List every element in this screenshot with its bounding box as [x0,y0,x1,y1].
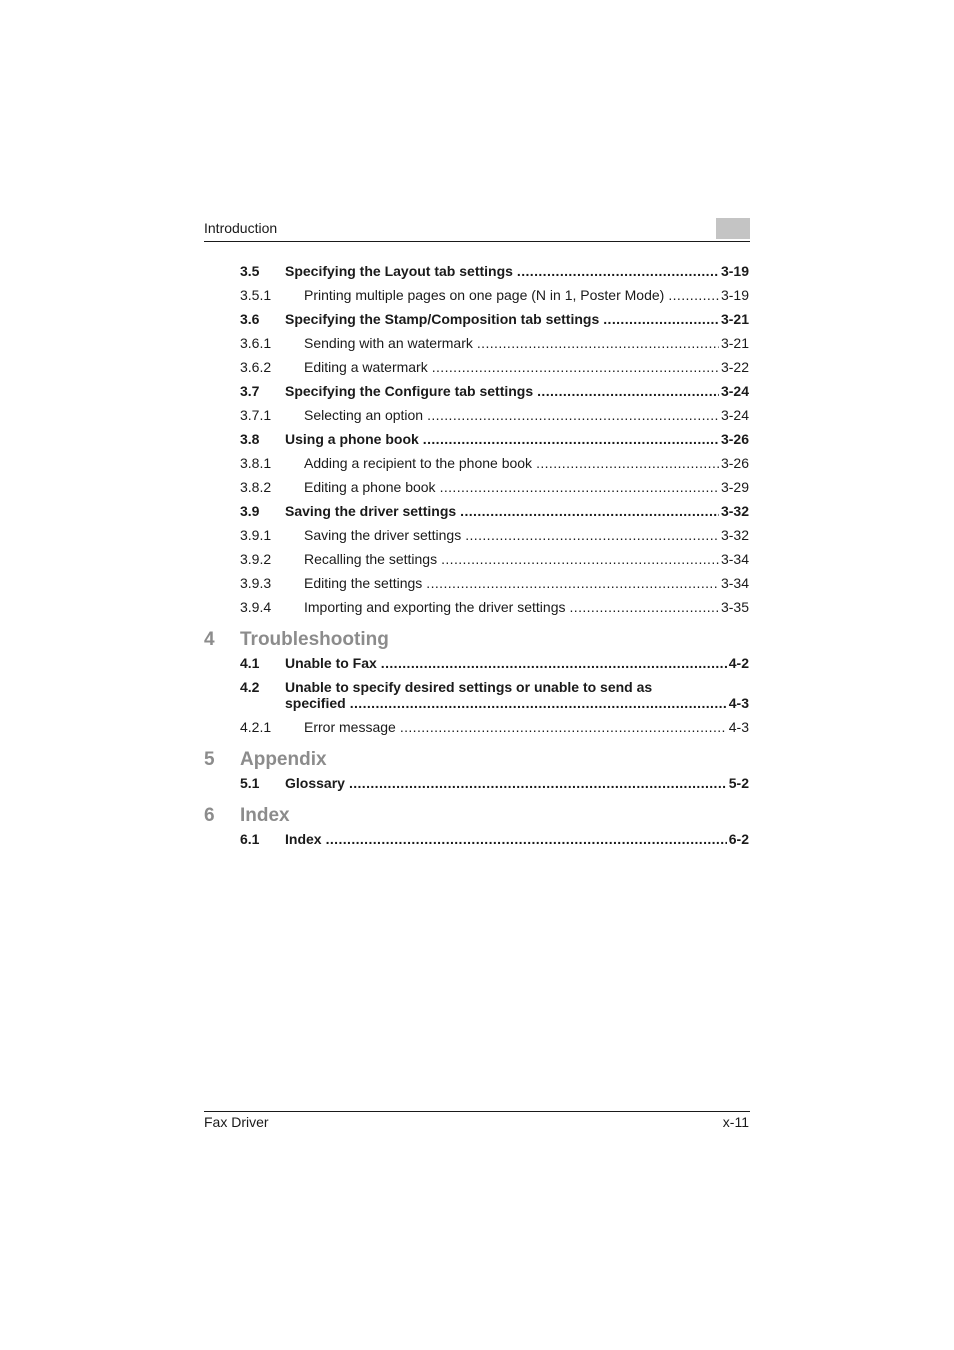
toc-entry-title: specified [285,695,346,711]
toc-page-number: 3-35 [720,599,749,615]
toc-entry-number: 3.9.1 [240,527,272,543]
chapter-heading [204,805,749,827]
toc-page-number: 6-2 [728,831,749,847]
toc-page-number: 4-3 [728,695,749,711]
toc-entry[interactable] [240,383,749,399]
dot-leader [432,359,719,375]
toc-page-number: 3-19 [720,263,749,279]
footer-rule [204,1111,750,1112]
toc-entry-number: 3.5 [240,263,260,279]
toc-entry-title: Selecting an option [304,407,424,423]
dot-leader [477,335,719,351]
running-header-title: Introduction [204,220,278,236]
toc-page-number: 3-21 [720,311,749,327]
toc-entry-title: Editing a phone book [304,479,436,495]
toc-page-number: 3-29 [720,479,749,495]
toc-page-number: 5-2 [728,775,749,791]
toc-entry-title: Unable to Fax [285,655,377,671]
toc-entry-number: 3.9.4 [240,599,272,615]
dot-leader [326,831,727,847]
toc-entry[interactable] [240,527,749,543]
toc-entry-title: Index [285,831,322,847]
toc-entry[interactable] [240,775,749,791]
toc-entry[interactable] [240,287,749,303]
toc-entry-title: Specifying the Stamp/Composition tab settings [285,311,600,327]
toc-entry-number: 3.5.1 [240,287,272,303]
toc-entry[interactable] [240,599,749,615]
dot-leader [427,407,719,423]
toc-entry-title: Printing multiple pages on one page (N in 1, Poster Mode) [304,287,665,303]
toc-entry-title: Specifying the Layout tab settings [285,263,513,279]
dot-leader [423,431,719,447]
toc-page-number: 3-24 [720,383,749,399]
chapter-title: Appendix [240,749,327,770]
toc-page-number: 3-32 [720,503,749,519]
dot-leader [603,311,719,327]
toc-entry[interactable] [240,551,749,567]
toc-entry[interactable] [240,831,749,847]
toc-entry-number: 3.7 [240,383,260,399]
toc-entry-number: 3.8 [240,431,260,447]
toc-page-number: 4-2 [728,655,749,671]
toc-entry-title: Unable to specify desired settings or unable to send as [285,679,653,695]
toc-entry[interactable] [240,503,749,519]
toc-entry-number: 3.6.1 [240,335,272,351]
toc-entry-number: 3.8.1 [240,455,272,471]
toc-entry[interactable] [240,311,749,327]
dot-leader [536,455,719,471]
toc-entry-title: Glossary [285,775,345,791]
toc-page-number: 3-34 [720,551,749,567]
toc-entry-number: 4.2.1 [240,719,272,735]
toc-entry[interactable] [240,455,749,471]
toc-page-number: 3-34 [720,575,749,591]
chapter-title: Troubleshooting [240,629,389,650]
dot-leader [465,527,719,543]
header-rule [204,241,750,242]
toc-entry-title: Error message [304,719,396,735]
toc-entry-number: 3.7.1 [240,407,272,423]
dot-leader [349,775,727,791]
toc-page-number: 3-26 [720,431,749,447]
toc-entry-title: Saving the driver settings [304,527,462,543]
toc-page-number: 3-21 [720,335,749,351]
toc-entry-number: 3.8.2 [240,479,272,495]
toc-entry-title: Editing the settings [304,575,423,591]
toc-page-number: 3-22 [720,359,749,375]
dot-leader [517,263,719,279]
toc-entry-number: 4.2 [240,679,260,695]
chapter-number: 5 [204,749,215,770]
toc-entry-title: Sending with an watermark [304,335,473,351]
toc-entry-number: 6.1 [240,831,260,847]
dot-leader [460,503,719,519]
chapter-heading [204,629,749,651]
toc-entry-number: 5.1 [240,775,260,791]
toc-entry[interactable] [240,719,749,735]
table-of-contents [204,263,749,855]
toc-entry[interactable] [240,335,749,351]
toc-entry[interactable] [240,431,749,447]
dot-leader [440,479,719,495]
toc-page-number: 3-32 [720,527,749,543]
toc-entry-number: 3.9.2 [240,551,272,567]
chapter-number: 4 [204,629,215,650]
toc-entry[interactable] [240,575,749,591]
chapter-title: Index [240,805,290,826]
chapter-heading [204,749,749,771]
dot-leader [537,383,719,399]
toc-entry-number: 4.1 [240,655,260,671]
toc-entry[interactable] [240,407,749,423]
toc-entry[interactable] [240,655,749,671]
footer-page-number: x-11 [722,1114,749,1130]
dot-leader [381,655,727,671]
toc-entry[interactable] [240,359,749,375]
toc-entry-title: Using a phone book [285,431,419,447]
toc-entry[interactable] [240,679,749,711]
dot-leader [668,287,719,303]
toc-entry-number: 3.6.2 [240,359,272,375]
toc-entry-number: 3.9.3 [240,575,272,591]
dot-leader [400,719,727,735]
toc-entry-title: Adding a recipient to the phone book [304,455,533,471]
toc-page-number: 3-24 [720,407,749,423]
toc-entry-number: 3.6 [240,311,260,327]
footer-document-title: Fax Driver [204,1114,269,1130]
toc-entry-title: Specifying the Configure tab settings [285,383,534,399]
toc-entry-title: Saving the driver settings [285,503,457,519]
header-tab-marker [716,218,750,239]
dot-leader [350,695,727,711]
dot-leader [426,575,719,591]
toc-page-number: 4-3 [728,719,749,735]
toc-entry-title: Editing a watermark [304,359,428,375]
dot-leader [569,599,718,615]
toc-page-number: 3-19 [720,287,749,303]
toc-entry-title: Recalling the settings [304,551,438,567]
toc-entry[interactable] [240,479,749,495]
dot-leader [441,551,719,567]
toc-page-number: 3-26 [720,455,749,471]
toc-entry-number: 3.9 [240,503,260,519]
chapter-number: 6 [204,805,215,826]
toc-entry-title: Importing and exporting the driver settings [304,599,566,615]
toc-entry[interactable] [240,263,749,279]
